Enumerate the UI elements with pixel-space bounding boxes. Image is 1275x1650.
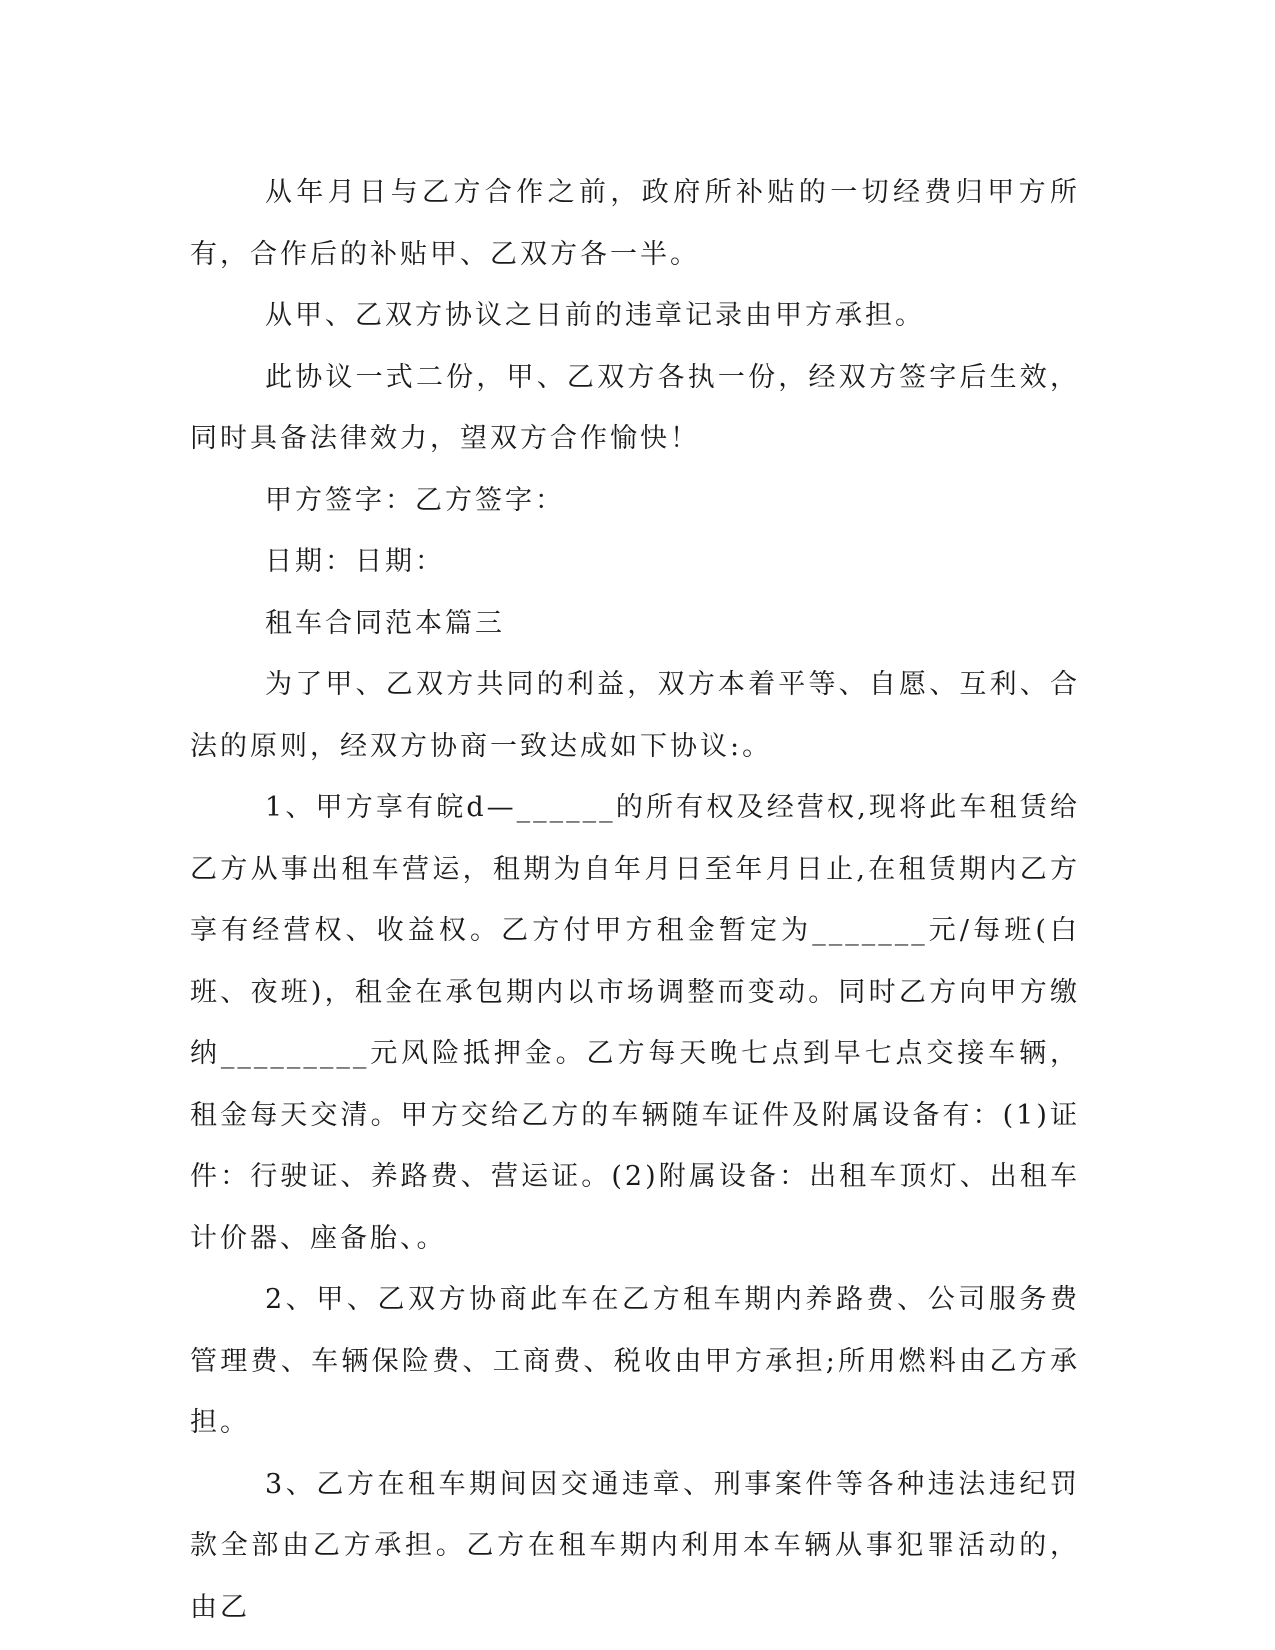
document-body	[190, 162, 1080, 1638]
signature-line: 甲方签字：乙方签字：	[265, 484, 565, 516]
paragraph-copies: 此协议一式二份，甲、乙双方各执一份，经双方签字后生效，同时具备法律效力，望双方合作愉快！	[190, 361, 1080, 454]
clause-2: 2、甲、乙双方协商此车在乙方租车期内养路费、公司服务费管理费、车辆保险费、工商费、税收由甲方承担;所用燃料由乙方承担。	[190, 1284, 1080, 1438]
paragraph-subsidy: 从年月日与乙方合作之前，政府所补贴的一切经费归甲方所有，合作后的补贴甲、乙双方各一半。	[190, 177, 1080, 270]
clause-1: 1、甲方享有皖d—______的所有权及经营权,现将此车租赁给乙方从事出租车营运，租期为自年月日至年月日止,在租赁期内乙方享有经营权、收益权。乙方付甲方租金暂定为_______元/每班(白班、夜班)，租金在承包期内以市场调整而变动。同时乙方向甲方缴纳_________元风险抵押金。乙方每天晚七点到早七点交接车辆，租金每天交清。甲方交给乙方的车辆随车证件及附属设备有：(1)证件：行驶证、养路费、营运证。(2)附属设备：出租车顶灯、出租车计价器、座备胎、。	[190, 792, 1080, 1254]
paragraph-violation-record: 从甲、乙双方协议之日前的违章记录由甲方承担。	[265, 300, 925, 331]
section-heading: 租车合同范本篇三	[265, 607, 505, 639]
paragraph-preamble: 为了甲、乙双方共同的利益，双方本着平等、自愿、互利、合法的原则，经双方协商一致达成如下协议:。	[190, 669, 1080, 762]
clause-3: 3、乙方在租车期间因交通违章、刑事案件等各种违法违纪罚款全部由乙方承担。乙方在租车期内利用本车辆从事犯罪活动的，由乙	[190, 1468, 1080, 1623]
date-line: 日期：日期：	[265, 546, 445, 577]
